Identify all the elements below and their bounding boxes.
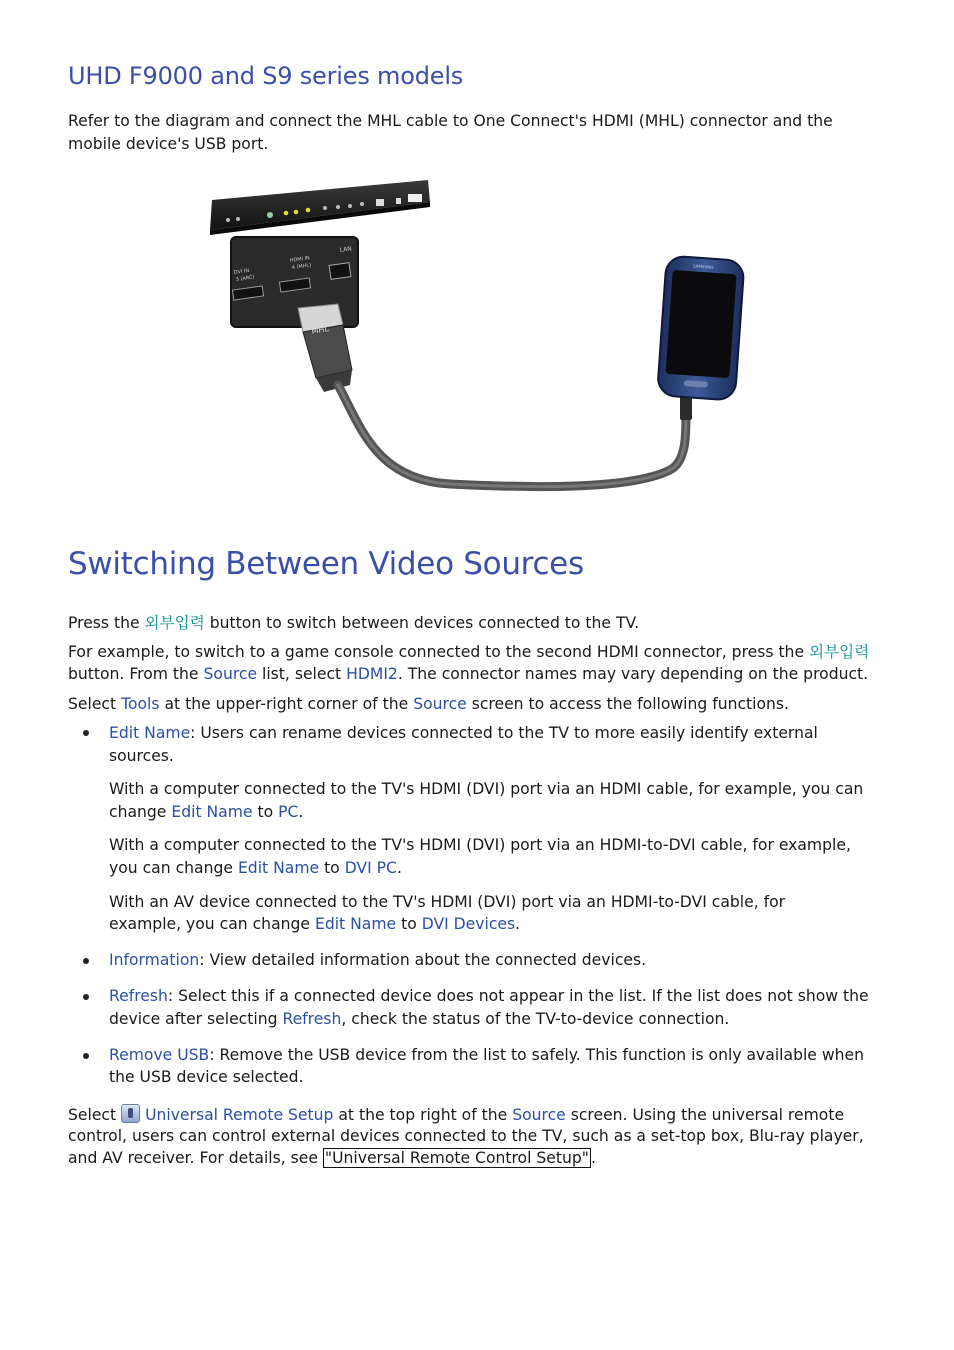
phone-brand: SAMSUNG — [692, 263, 714, 270]
paragraph-example-line-2: button. From the Source list, select HDMI2. The connector names may vary depending on the product. — [68, 665, 869, 683]
section-heading-switching-sources: Switching Between Video Sources — [68, 546, 584, 582]
label-dvi-in: DVI IN — [233, 267, 250, 276]
edit-name-example-1-line-1: With a computer connected to the TV's HDMI (DVI) port via an HDMI cable, for example, you can — [109, 780, 864, 798]
universal-remote-icon — [121, 1104, 140, 1123]
bullet-information: Information: View detailed information about the connected devices. — [109, 951, 647, 969]
bullet-dot — [83, 1053, 89, 1059]
label-lan: LAN — [339, 245, 353, 254]
bullet-edit-name-line-1: Edit Name: Users can rename devices connected to the TV to more easily identify external — [109, 724, 818, 742]
edit-name-example-3-line-2: example, you can change Edit Name to DVI Devices. — [109, 915, 521, 933]
plug-label-mhl: MHL — [310, 324, 330, 336]
label-arc: 3 (ARC) — [235, 274, 255, 283]
edit-name-example-1-line-2: change Edit Name to PC. — [109, 803, 304, 821]
bullet-refresh-line-1: Refresh: Select this if a connected device does not appear in the list. If the list does not show the — [109, 987, 869, 1005]
mhl-cable — [338, 385, 686, 487]
bullet-dot — [83, 730, 89, 736]
intro-line-2: mobile device's USB port. — [68, 135, 269, 153]
bullet-dot — [83, 958, 89, 964]
bullet-remove-usb-line-2: the USB device selected. — [109, 1068, 304, 1086]
edit-name-example-2-line-2: you can change Edit Name to DVI PC. — [109, 859, 402, 877]
paragraph-press-source: Press the 외부입력 button to switch between devices connected to the TV. — [68, 614, 640, 632]
label-hdmi-in: HDMI IN — [289, 255, 311, 264]
mobile-phone — [657, 256, 745, 401]
paragraph-universal-remote-line-1: Select Universal Remote Setup at the top right of the Source screen. Using the universal remote — [68, 1106, 845, 1124]
section-heading-uhd-models: UHD F9000 and S9 series models — [68, 62, 464, 90]
intro-line-1: Refer to the diagram and connect the MHL cable to One Connect's HDMI (MHL) connector and the — [68, 112, 833, 130]
source-key-label-2: 외부입력 — [809, 643, 870, 661]
paragraph-select-tools: Select Tools at the upper-right corner of the Source screen to access the following functions. — [68, 695, 790, 713]
edit-name-example-2-line-1: With a computer connected to the TV's HDMI (DVI) port via an HDMI-to-DVI cable, for example, — [109, 836, 851, 854]
bullet-dot — [83, 994, 89, 1000]
edit-name-example-3-line-1: With an AV device connected to the TV's HDMI (DVI) port via an HDMI-to-DVI cable, for — [109, 893, 786, 911]
paragraph-universal-remote-line-2: control, users can control external devices connected to the TV, such as a set-top box, Blu-ray player, — [68, 1127, 864, 1145]
source-key-label: 외부입력 — [144, 614, 205, 632]
bullet-edit-name-line-2: sources. — [109, 747, 174, 765]
bullet-remove-usb-line-1: Remove USB: Remove the USB device from the list to safely. This function is only available when — [109, 1046, 864, 1064]
mhl-connection-diagram — [200, 180, 760, 500]
paragraph-example-line-1: For example, to switch to a game console connected to the second HDMI connector, press the 외부입력 — [68, 643, 870, 661]
paragraph-universal-remote-line-3: and AV receiver. For details, see "Universal Remote Control Setup" . — [68, 1149, 596, 1167]
one-connect-box — [210, 180, 430, 235]
label-mhl-port: 4 (MHL) — [291, 262, 312, 271]
universal-remote-control-setup-link[interactable]: "Universal Remote Control Setup" — [324, 1149, 589, 1167]
bullet-refresh-line-2: device after selecting Refresh, check the status of the TV-to-device connection. — [109, 1010, 730, 1028]
